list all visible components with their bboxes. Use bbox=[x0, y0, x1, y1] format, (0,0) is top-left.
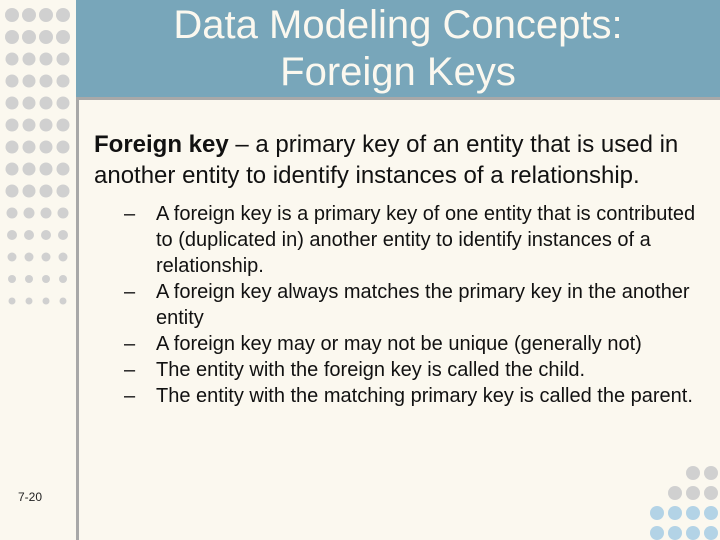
decorative-dot bbox=[25, 275, 33, 283]
decorative-dot bbox=[6, 53, 19, 66]
main-term: Foreign key bbox=[94, 131, 229, 158]
decorative-sidebar bbox=[0, 0, 79, 540]
sub-bullet-text: A foreign key is a primary key of one entity that is contributed to (duplicated in) another entity to identify instances of a relationship. bbox=[156, 203, 696, 277]
sub-bullet bbox=[124, 357, 702, 383]
dash-marker: – bbox=[124, 203, 136, 225]
slide-title: Data Modeling Concepts: Foreign Keys bbox=[173, 2, 623, 94]
decorative-dot bbox=[39, 30, 53, 44]
decorative-dot bbox=[56, 8, 70, 22]
decorative-dot bbox=[23, 119, 36, 132]
main-definition: – a primary key of an entity that is used in another entity to identify instances of a relationship. bbox=[94, 131, 679, 189]
decorative-dot bbox=[57, 141, 70, 154]
decorative-dot bbox=[42, 253, 51, 262]
decorative-dot bbox=[6, 75, 19, 88]
decorative-dot bbox=[40, 163, 53, 176]
decorative-dot bbox=[58, 230, 68, 240]
decorative-dot bbox=[668, 506, 682, 520]
decorative-dot bbox=[704, 466, 718, 480]
decorative-dot bbox=[26, 298, 33, 305]
decorative-dot bbox=[40, 185, 53, 198]
sub-bullet bbox=[124, 279, 702, 331]
decorative-dot bbox=[39, 8, 53, 22]
decorative-dot bbox=[6, 141, 19, 154]
decorative-dot bbox=[650, 526, 664, 540]
slide-number: 7-20 bbox=[18, 490, 43, 504]
decorative-dot bbox=[704, 486, 718, 500]
decorative-dot bbox=[704, 526, 718, 540]
decorative-dot bbox=[40, 119, 53, 132]
decorative-dot bbox=[6, 119, 19, 132]
decorative-dot bbox=[23, 141, 36, 154]
decorative-dot bbox=[5, 8, 19, 22]
decorative-dot bbox=[686, 466, 700, 480]
sub-bullet-list bbox=[94, 201, 702, 409]
decorative-dot bbox=[57, 53, 70, 66]
sub-bullet bbox=[124, 331, 702, 357]
decorative-dot bbox=[40, 97, 53, 110]
decorative-dot bbox=[57, 75, 70, 88]
decorative-dot bbox=[23, 185, 36, 198]
dot-grid-decoration-icon bbox=[0, 0, 76, 330]
decorative-dot bbox=[24, 230, 34, 240]
decorative-dot bbox=[23, 53, 36, 66]
decorative-dot bbox=[57, 97, 70, 110]
decorative-dot bbox=[57, 119, 70, 132]
decorative-dot bbox=[9, 298, 16, 305]
decorative-dot bbox=[40, 53, 53, 66]
decorative-dot bbox=[56, 30, 70, 44]
dash-marker: – bbox=[124, 385, 136, 407]
sub-bullet-text: A foreign key always matches the primary key in the another entity bbox=[156, 281, 690, 329]
decorative-dot bbox=[8, 275, 16, 283]
decorative-dot bbox=[23, 75, 36, 88]
decorative-dot bbox=[58, 208, 69, 219]
decorative-dot bbox=[22, 30, 36, 44]
decorative-dot bbox=[57, 185, 70, 198]
sub-bullet-text: The entity with the foreign key is called the child. bbox=[156, 359, 586, 381]
sub-bullet-text: A foreign key may or may not be unique (generally not) bbox=[156, 333, 642, 355]
dot-grid-corner-decoration-icon bbox=[648, 464, 720, 540]
decorative-dot bbox=[668, 486, 682, 500]
dash-marker: – bbox=[124, 333, 136, 355]
title-bar bbox=[76, 0, 720, 100]
decorative-dot bbox=[686, 486, 700, 500]
decorative-dot bbox=[7, 230, 17, 240]
decorative-dot bbox=[41, 208, 52, 219]
decorative-dot bbox=[6, 163, 19, 176]
decorative-dot bbox=[7, 208, 18, 219]
decorative-dot bbox=[42, 275, 50, 283]
decorative-dot bbox=[8, 253, 17, 262]
dash-marker: – bbox=[124, 281, 136, 303]
decorative-dot bbox=[24, 208, 35, 219]
decorative-dot bbox=[59, 253, 68, 262]
decorative-dot bbox=[40, 141, 53, 154]
decorative-dot bbox=[43, 298, 50, 305]
sub-bullet bbox=[124, 383, 702, 409]
decorative-dot bbox=[6, 97, 19, 110]
decorative-dot bbox=[60, 298, 67, 305]
decorative-dot bbox=[41, 230, 51, 240]
decorative-dot bbox=[5, 30, 19, 44]
dash-marker: – bbox=[124, 359, 136, 381]
decorative-dot bbox=[22, 8, 36, 22]
decorative-dot bbox=[23, 97, 36, 110]
sub-bullet-text: The entity with the matching primary key is called the parent. bbox=[156, 385, 693, 407]
decorative-dot bbox=[23, 163, 36, 176]
decorative-dot bbox=[40, 75, 53, 88]
sub-bullet bbox=[124, 201, 702, 279]
decorative-dot bbox=[59, 275, 67, 283]
decorative-dot bbox=[704, 506, 718, 520]
decorative-dot bbox=[650, 506, 664, 520]
decorative-dot bbox=[6, 185, 19, 198]
decorative-dot bbox=[25, 253, 34, 262]
decorative-dot bbox=[686, 506, 700, 520]
decorative-dot bbox=[668, 526, 682, 540]
slide-content bbox=[94, 129, 702, 409]
decorative-dot bbox=[57, 163, 70, 176]
main-bullet bbox=[94, 129, 702, 191]
decorative-dot bbox=[686, 526, 700, 540]
